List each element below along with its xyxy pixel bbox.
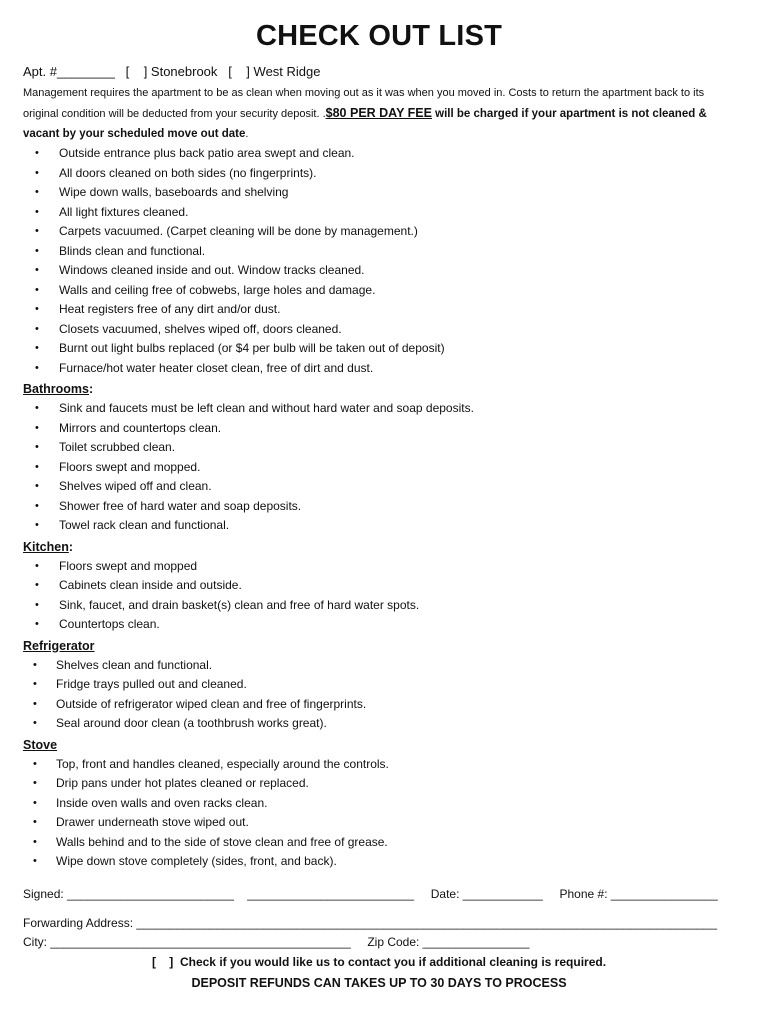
list-item-text: Heat registers free of any dirt and/or dust. — [59, 302, 281, 316]
list-item — [23, 656, 735, 676]
list-item-text: Wipe down walls, baseboards and shelving — [59, 185, 289, 199]
refrigerator-heading-label: Refrigerator — [23, 638, 95, 653]
bullet-icon: • — [33, 757, 37, 770]
fee-notice: $80 PER DAY FEE — [325, 106, 432, 120]
bullet-icon: • — [35, 361, 39, 374]
bullet-icon: • — [33, 678, 37, 690]
list-item-text: Cabinets clean inside and outside. — [59, 578, 242, 592]
bullet-icon: • — [35, 598, 39, 611]
list-item-text: Outside of refrigerator wiped clean and free of fingerprints. — [56, 696, 367, 711]
signature-row[interactable]: Signed: _________________________ _________________________ Date: ____________ Phone #: ________________ — [23, 886, 718, 901]
bullet-icon: • — [35, 303, 39, 315]
fee-condition-text: will be charged if your apartment is not cleaned & vacant by your scheduled move out date — [23, 108, 707, 140]
list-item-text: Inside oven walls and oven racks clean. — [56, 795, 268, 810]
list-item-text: Floors swept and mopped. — [59, 459, 201, 474]
list-item-text: Wipe down stove completely (sides, front, and back). — [56, 854, 337, 868]
bullet-icon: • — [35, 421, 39, 434]
list-item — [23, 852, 735, 872]
list-item — [23, 755, 735, 775]
list-item-text: Towel rack clean and functional. — [59, 518, 230, 532]
list-item — [23, 557, 735, 577]
list-item — [23, 576, 735, 596]
list-item — [23, 675, 735, 695]
list-item-text: Floors swept and mopped — [59, 558, 198, 573]
bullet-icon: • — [35, 499, 39, 512]
bullet-icon: • — [35, 244, 39, 257]
list-item — [23, 695, 735, 715]
kitchen-heading — [23, 537, 735, 557]
city-zip-field[interactable]: City: _____________________________________________ Zip Code: ________________ — [23, 934, 530, 949]
bullet-icon: • — [35, 402, 39, 414]
list-item-text: Shelves clean and functional. — [56, 657, 213, 672]
refrigerator-checklist — [23, 656, 735, 734]
intro-end: . — [245, 128, 249, 140]
general-checklist — [23, 144, 735, 378]
list-item — [23, 516, 735, 536]
list-item — [23, 242, 735, 262]
bullet-icon: • — [35, 519, 39, 531]
list-item-text: Toilet scrubbed clean. — [59, 440, 176, 454]
stove-heading-label: Stove — [23, 737, 58, 752]
bullet-icon: • — [35, 264, 39, 276]
list-item — [23, 596, 735, 616]
list-item — [23, 144, 735, 164]
list-item — [23, 458, 735, 478]
list-item-text: Blinds clean and functional. — [59, 243, 206, 258]
list-item-text: Top, front and handles cleaned, especially around the controls. — [56, 756, 389, 771]
bullet-icon: • — [35, 441, 39, 453]
refrigerator-heading — [23, 636, 735, 656]
list-item — [23, 164, 735, 184]
bullet-icon: • — [33, 835, 37, 848]
checkout-document — [23, 18, 735, 993]
list-item — [23, 320, 735, 340]
list-item-text: Outside entrance plus back patio area swept and clean. — [59, 146, 355, 160]
intro-text: Management requires the apartment to be as clean when moving out as it was when you moved in. Costs to return the apartment back to its original condition will be deducted from your security deposit. . — [23, 87, 705, 120]
list-item — [23, 300, 735, 320]
list-item — [23, 399, 735, 419]
list-item-text: Windows cleaned inside and out. Window tracks cleaned. — [59, 263, 365, 277]
bullet-icon: • — [35, 166, 39, 179]
list-item-text: Drawer underneath stove wiped out. — [56, 815, 249, 829]
list-item — [23, 774, 735, 794]
list-item-text: Drip pans under hot plates cleaned or replaced. — [56, 776, 309, 790]
bullet-icon: • — [35, 186, 39, 198]
stove-checklist — [23, 755, 735, 872]
list-item — [23, 615, 735, 635]
bullet-icon: • — [35, 147, 39, 159]
additional-cleaning-checkbox[interactable]: [ ] Check if you would like us to contact you if additional cleaning is required. — [151, 954, 607, 969]
bullet-icon: • — [35, 283, 39, 296]
list-item-text: Sink, faucet, and drain basket(s) clean and free of hard water spots. — [59, 597, 420, 612]
list-item-text: Countertops clean. — [59, 617, 160, 631]
deposit-refund-notice: DEPOSIT REFUNDS CAN TAKES UP TO 30 DAYS TO PROCESS — [191, 975, 567, 990]
bullet-icon: • — [35, 480, 39, 492]
bullet-icon: • — [35, 225, 39, 237]
list-item-text: Burnt out light bulbs replaced (or $4 per bulb will be taken out of deposit) — [59, 341, 445, 355]
bullet-icon: • — [33, 717, 37, 729]
list-item — [23, 261, 735, 281]
bullet-icon: • — [35, 618, 39, 630]
bathrooms-heading-colon: : — [88, 382, 94, 396]
list-item — [23, 714, 735, 734]
list-item — [23, 203, 735, 223]
bullet-icon: • — [33, 777, 37, 789]
list-item — [23, 281, 735, 301]
kitchen-heading-colon: : — [68, 539, 74, 554]
bathrooms-checklist — [23, 399, 735, 536]
page-title: CHECK OUT LIST — [255, 20, 503, 52]
list-item-text: Seal around door clean (a toothbrush works great). — [56, 716, 327, 730]
stove-heading — [23, 735, 735, 755]
bullet-icon: • — [35, 579, 39, 591]
bullet-icon: • — [33, 855, 37, 867]
list-item-text: All light fixtures cleaned. — [59, 204, 189, 219]
bullet-icon: • — [35, 322, 39, 335]
list-item-text: Walls behind and to the side of stove clean and free of grease. — [56, 834, 388, 849]
list-item — [23, 438, 735, 458]
list-item — [23, 813, 735, 833]
list-item — [23, 359, 735, 379]
list-item-text: Shower free of hard water and soap deposits. — [59, 498, 302, 513]
kitchen-heading-label: Kitchen — [23, 539, 69, 554]
bullet-icon: • — [33, 697, 37, 710]
list-item-text: Furnace/hot water heater closet clean, free of dirt and dust. — [59, 360, 374, 375]
list-item-text: Sink and faucets must be left clean and without hard water and soap deposits. — [59, 401, 474, 415]
list-item-text: Fridge trays pulled out and cleaned. — [56, 677, 247, 691]
kitchen-checklist — [23, 557, 735, 635]
list-item — [23, 419, 735, 439]
bullet-icon: • — [35, 342, 39, 354]
list-item — [23, 477, 735, 497]
bullet-icon: • — [33, 658, 37, 671]
bullet-icon: • — [35, 460, 39, 473]
intro-paragraph — [23, 83, 735, 144]
list-item — [23, 794, 735, 814]
bullet-icon: • — [35, 205, 39, 218]
list-item-text: Shelves wiped off and clean. — [59, 479, 212, 493]
list-item — [23, 497, 735, 517]
list-item-text: Mirrors and countertops clean. — [59, 420, 222, 435]
bullet-icon: • — [33, 816, 37, 828]
apartment-selection-line[interactable]: Apt. #________ [ ] Stonebrook [ ] West Ridge — [23, 64, 321, 79]
forwarding-address-field[interactable]: Forwarding Address: _______________________________________________________________________________________ — [23, 915, 718, 930]
list-item-text: All doors cleaned on both sides (no fingerprints). — [59, 165, 317, 180]
bullet-icon: • — [33, 796, 37, 809]
bullet-icon: • — [35, 559, 39, 572]
bathrooms-heading — [23, 379, 735, 399]
bathrooms-heading-label: Bathrooms — [23, 382, 89, 396]
list-item — [23, 339, 735, 359]
list-item — [23, 183, 735, 203]
list-item-text: Carpets vacuumed. (Carpet cleaning will be done by management.) — [59, 224, 418, 238]
list-item — [23, 833, 735, 853]
list-item-text: Closets vacuumed, shelves wiped off, doors cleaned. — [59, 321, 342, 336]
list-item-text: Walls and ceiling free of cobwebs, large holes and damage. — [59, 282, 376, 297]
list-item — [23, 222, 735, 242]
